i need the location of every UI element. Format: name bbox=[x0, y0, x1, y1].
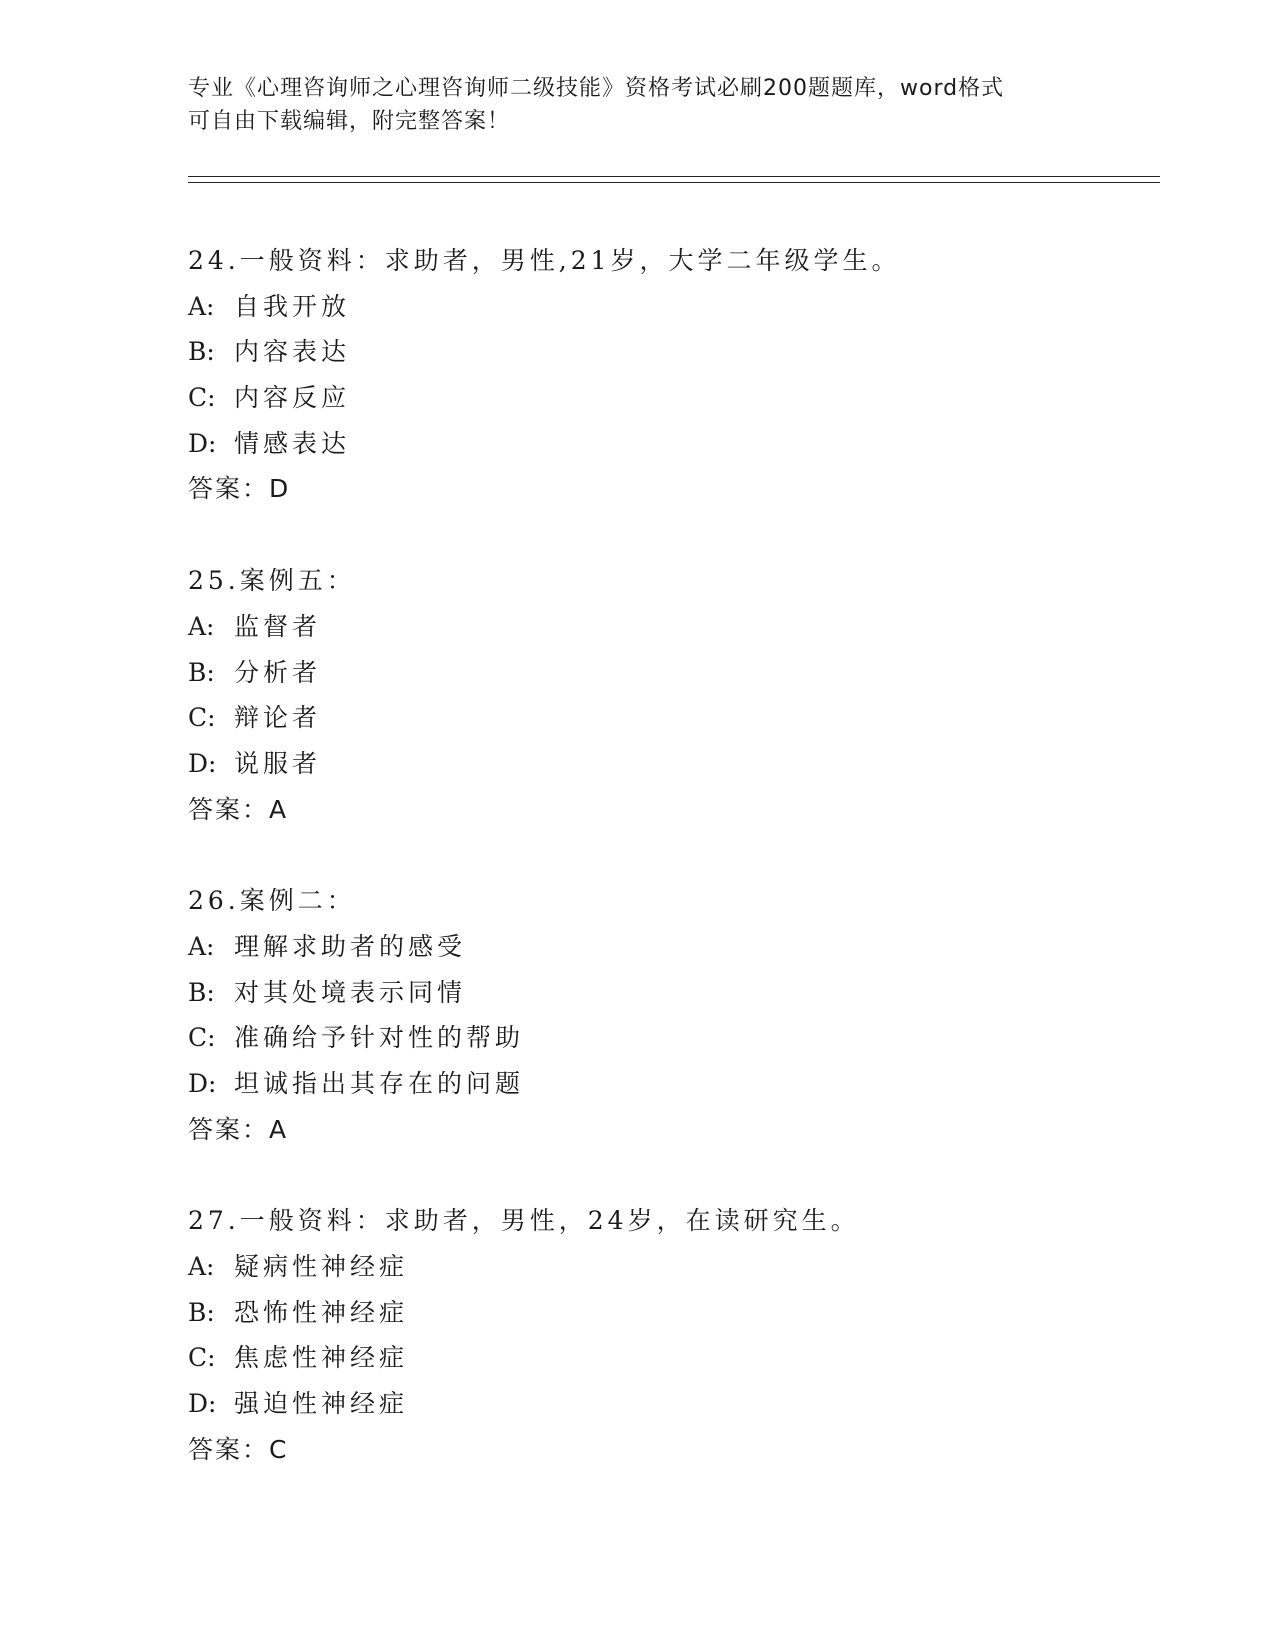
option-letter: A: bbox=[188, 931, 215, 961]
option-letter: A: bbox=[188, 1252, 215, 1282]
option-letter: C: bbox=[188, 1023, 216, 1053]
option-text: 疑病性神经症 bbox=[234, 1252, 409, 1282]
option-letter: B: bbox=[188, 977, 215, 1007]
header-divider-top bbox=[188, 176, 1160, 177]
option-b bbox=[188, 970, 1168, 1016]
answer-line: 答案：A bbox=[188, 794, 289, 824]
option-letter: A: bbox=[188, 291, 215, 321]
header-line-1: 专业《心理咨询师之心理咨询师二级技能》资格考试必刷200题题库，word格式 bbox=[188, 76, 1005, 101]
question-27 bbox=[188, 1198, 1168, 1472]
option-d bbox=[188, 1061, 1168, 1107]
option-text: 辩论者 bbox=[234, 703, 322, 733]
option-text: 恐怖性神经症 bbox=[234, 1297, 409, 1327]
header-divider-bottom bbox=[188, 182, 1160, 183]
option-text: 对其处境表示同情 bbox=[234, 977, 467, 1007]
option-letter: C: bbox=[188, 703, 216, 733]
question-stem: 25.案例五： bbox=[188, 566, 356, 596]
option-letter: C: bbox=[188, 383, 216, 413]
question-26 bbox=[188, 878, 1168, 1152]
option-text: 情感表达 bbox=[234, 428, 351, 458]
option-b bbox=[188, 1290, 1168, 1336]
option-letter: D: bbox=[188, 1069, 217, 1098]
option-text: 说服者 bbox=[234, 748, 322, 778]
answer-line: 答案：D bbox=[188, 474, 291, 504]
option-a bbox=[188, 604, 1168, 650]
option-text: 理解求助者的感受 bbox=[234, 931, 467, 961]
answer-line: 答案：A bbox=[188, 1114, 289, 1144]
document-header bbox=[188, 72, 1088, 138]
option-c bbox=[188, 1335, 1168, 1381]
option-text: 强迫性神经症 bbox=[234, 1389, 409, 1419]
option-a bbox=[188, 284, 1168, 330]
option-b bbox=[188, 650, 1168, 696]
option-text: 自我开放 bbox=[234, 291, 351, 321]
option-letter: B: bbox=[188, 657, 215, 687]
option-c bbox=[188, 695, 1168, 741]
option-c bbox=[188, 1015, 1168, 1061]
option-text: 监督者 bbox=[234, 611, 322, 641]
question-stem: 24.一般资料：求助者，男性,21岁，大学二年级学生。 bbox=[188, 246, 901, 275]
option-letter: A: bbox=[188, 611, 215, 641]
option-text: 坦诚指出其存在的问题 bbox=[234, 1069, 525, 1098]
option-letter: C: bbox=[188, 1343, 216, 1373]
option-letter: D: bbox=[188, 748, 217, 778]
option-letter: B: bbox=[188, 337, 215, 367]
question-24 bbox=[188, 238, 1168, 512]
question-stem: 26.案例二： bbox=[188, 886, 356, 916]
answer-line: 答案：C bbox=[188, 1434, 289, 1464]
option-letter: D: bbox=[188, 1389, 217, 1419]
option-letter: B: bbox=[188, 1297, 215, 1327]
option-c bbox=[188, 375, 1168, 421]
option-text: 内容表达 bbox=[234, 337, 351, 367]
option-b bbox=[188, 329, 1168, 375]
option-d bbox=[188, 421, 1168, 467]
option-a bbox=[188, 1244, 1168, 1290]
option-text: 内容反应 bbox=[234, 383, 351, 413]
option-text: 分析者 bbox=[234, 657, 322, 687]
header-line-2: 可自由下载编辑，附完整答案！ bbox=[188, 109, 511, 134]
option-text: 焦虑性神经症 bbox=[234, 1343, 409, 1373]
option-text: 准确给予针对性的帮助 bbox=[234, 1023, 525, 1053]
question-stem: 27.一般资料：求助者，男性，24岁，在读研究生。 bbox=[188, 1206, 860, 1236]
option-letter: D: bbox=[188, 428, 217, 458]
question-25 bbox=[188, 558, 1168, 832]
option-a bbox=[188, 924, 1168, 970]
question-list bbox=[188, 238, 1168, 1519]
option-d bbox=[188, 741, 1168, 787]
option-d bbox=[188, 1381, 1168, 1427]
